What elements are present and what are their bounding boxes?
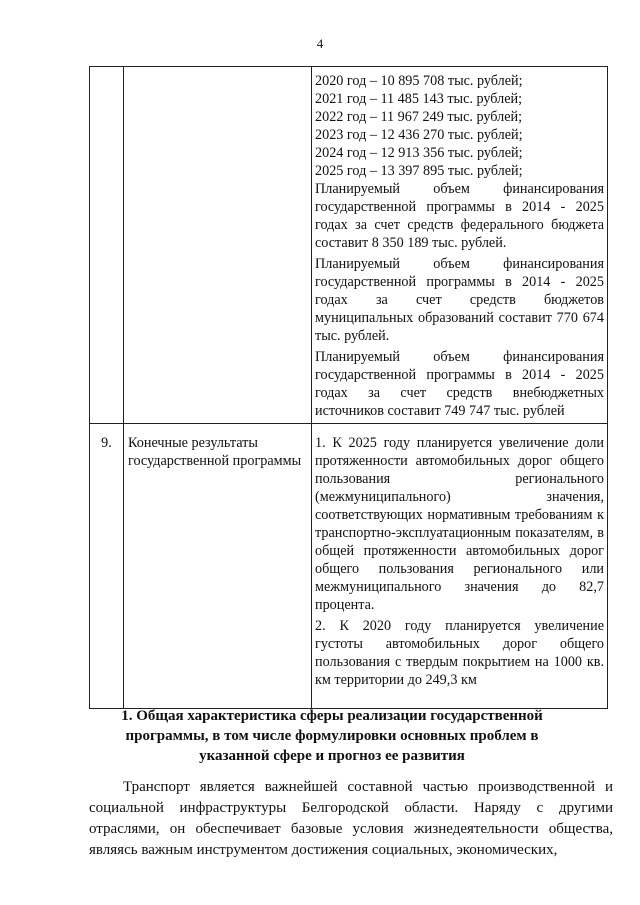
financing-year-line: 2023 год – 12 436 270 тыс. рублей;	[315, 127, 523, 143]
page-number: 4	[316, 36, 324, 51]
section-title: 1. Общая характеристика сферы реализации государственной программы, в том числе формулировки основных проблем в указанной сфере и прогноз ее развития	[121, 708, 543, 764]
extrabudgetary-paragraph: Планируемый объем финансирования государственной программы в 2014 - 2025 годах за счет средств внебюджетных источников составит 749 747 тыс. рублей	[315, 349, 604, 419]
financing-year-line: 2021 год – 11 485 143 тыс. рублей;	[315, 91, 523, 107]
section-body	[89, 777, 613, 861]
row-name-cell	[124, 67, 312, 424]
financing-year-line: 2022 год – 11 967 249 тыс. рублей;	[315, 109, 523, 125]
results-cell	[312, 424, 608, 709]
row-number-cell: 9.	[90, 424, 124, 709]
federal-budget-paragraph: Планируемый объем финансирования государственной программы в 2014 - 2025 годах за счет средств федерального бюджета составит 8 350 189 тыс. рублей.	[315, 181, 604, 251]
financing-cell	[312, 67, 608, 424]
table-row	[90, 67, 608, 424]
table-row	[90, 424, 608, 709]
result-paragraph: 2. К 2020 году планируется увеличение густоты автомобильных дорог общего пользования с твердым покрытием на 1000 кв. км территории до 249,3 км	[315, 618, 604, 688]
passport-table	[89, 66, 608, 709]
financing-year-line: 2025 год – 13 397 895 тыс. рублей;	[315, 163, 523, 179]
body-paragraph: Транспорт является важнейшей составной частью производственной и социальной инфраструктуры Белгородской области. Наряду с другими отраслями, он обеспечивает базовые условия жизнедеятельности общества, являясь важным инструментом достижения социальных, экономических,	[89, 779, 613, 858]
row-number-cell	[90, 67, 124, 424]
municipal-budget-paragraph: Планируемый объем финансирования государственной программы в 2014 - 2025 годах за счет средств бюджетов муниципальных образований составит 770 674 тыс. рублей.	[315, 256, 604, 344]
row-name-cell: Конечные результаты государственной программы	[124, 424, 312, 709]
result-paragraph: 1. К 2025 году планируется увеличение доли протяженности автомобильных дорог общего пользования регионального (межмуниципального) значения, соответствующих нормативным требованиям к транспортно-эксплуатационным показателям, в общей протяженности автомобильных дорог общего пользования регионального или межмуниципального значения до 82,7 процента.	[315, 435, 604, 613]
financing-year-line: 2020 год – 10 895 708 тыс. рублей;	[315, 73, 523, 89]
financing-year-line: 2024 год – 12 913 356 тыс. рублей;	[315, 145, 523, 161]
